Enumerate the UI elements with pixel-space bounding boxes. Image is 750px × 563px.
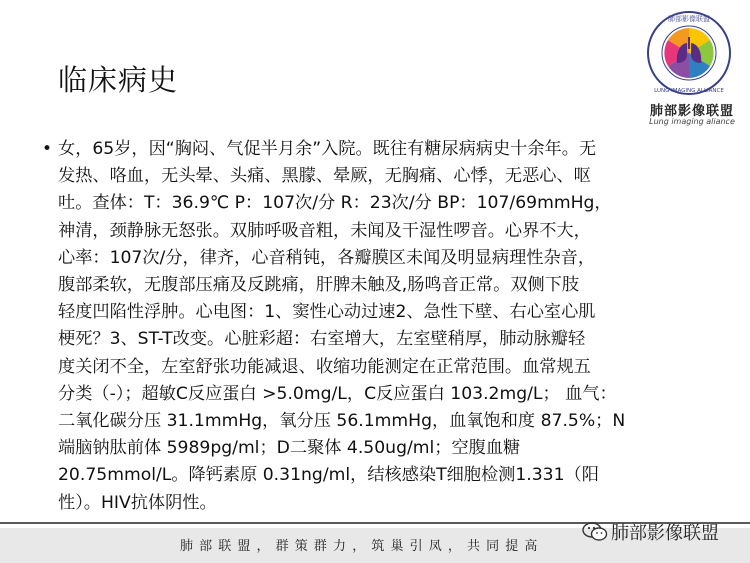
text-line: 腹部柔软，无腹部压痛及反跳痛，肝脾未触及,肠鸣音正常。双侧下肢 bbox=[58, 275, 580, 296]
wechat-watermark bbox=[582, 517, 719, 547]
logo-ring-en: LUNG IMAGING ALLIANCE bbox=[654, 88, 724, 94]
logo-english-name: Lung imaging aliance bbox=[649, 117, 735, 126]
logo-emblem-icon bbox=[646, 10, 732, 96]
text-line: 端脑钠肽前体 5989pg/ml；D二聚体 4.50ug/ml；空腹血糖 bbox=[58, 438, 521, 459]
logo-chinese-name: 肺部影像联盟 bbox=[649, 104, 734, 119]
clinical-history-text bbox=[42, 136, 698, 517]
text-line: 神清，颈静脉无怒张。双肺呼吸音粗，未闻及干湿性啰音。心界不大， bbox=[58, 220, 591, 241]
bullet-marker: • bbox=[42, 139, 53, 159]
text-line: 度关闭不全，左室舒张功能减退、收缩功能测定在正常范围。血常规五 bbox=[58, 356, 591, 377]
text-line: 吐。查体：T：36.9℃ P：107次/分 R：23次/分 BP：107/69mmHg， bbox=[58, 193, 612, 214]
watermark-text: 肺部影像联盟 bbox=[611, 523, 719, 544]
text-line: 女，65岁，因“胸闷、气促半月余”入院。既往有糖尿病病史十余年。无 bbox=[58, 139, 597, 159]
footer-slogan: 肺 部 联 盟 ， 群 策 群 力 ， 筑 巢 引 凤 ， 共 同 提 高 bbox=[180, 539, 539, 554]
text-line: 发热、咯血，无头晕、头痛、黑朦、晕厥，无胸痛、心悸，无恶心、呕 bbox=[58, 166, 591, 187]
text-line: 性）。HIV抗体阴性。 bbox=[58, 492, 217, 513]
slide-title: 临床病史 bbox=[58, 63, 179, 97]
text-line: 轻度凹陷性浮肿。心电图：1、窦性心动过速2、急性下壁、右心室心肌 bbox=[58, 302, 596, 323]
text-line: 20.75mmol/L。降钙素原 0.31ng/ml，结核感染T细胞检测1.331（阳 bbox=[58, 465, 599, 486]
text-line: 梗死？3、ST-T改变。心脏彩超：右室增大，左室壁稍厚，肺动脉瓣轻 bbox=[58, 329, 586, 350]
logo-ring-cn: 肺部影像联盟 bbox=[668, 15, 710, 23]
text-line: 心率：107次/分，律齐，心音稍钝，各瓣膜区未闻及明显病理性杂音， bbox=[58, 247, 596, 268]
text-line: 分类（-）；超敏C反应蛋白 >5.0mg/L，C反应蛋白 103.2mg/L； 血气： bbox=[58, 383, 617, 404]
wechat-icon bbox=[582, 521, 608, 543]
text-line: 二氧化碳分压 31.1mmHg，氧分压 56.1mmHg，血氧饱和度 87.5%；N bbox=[58, 411, 626, 432]
lung-imaging-alliance-logo bbox=[640, 4, 744, 132]
